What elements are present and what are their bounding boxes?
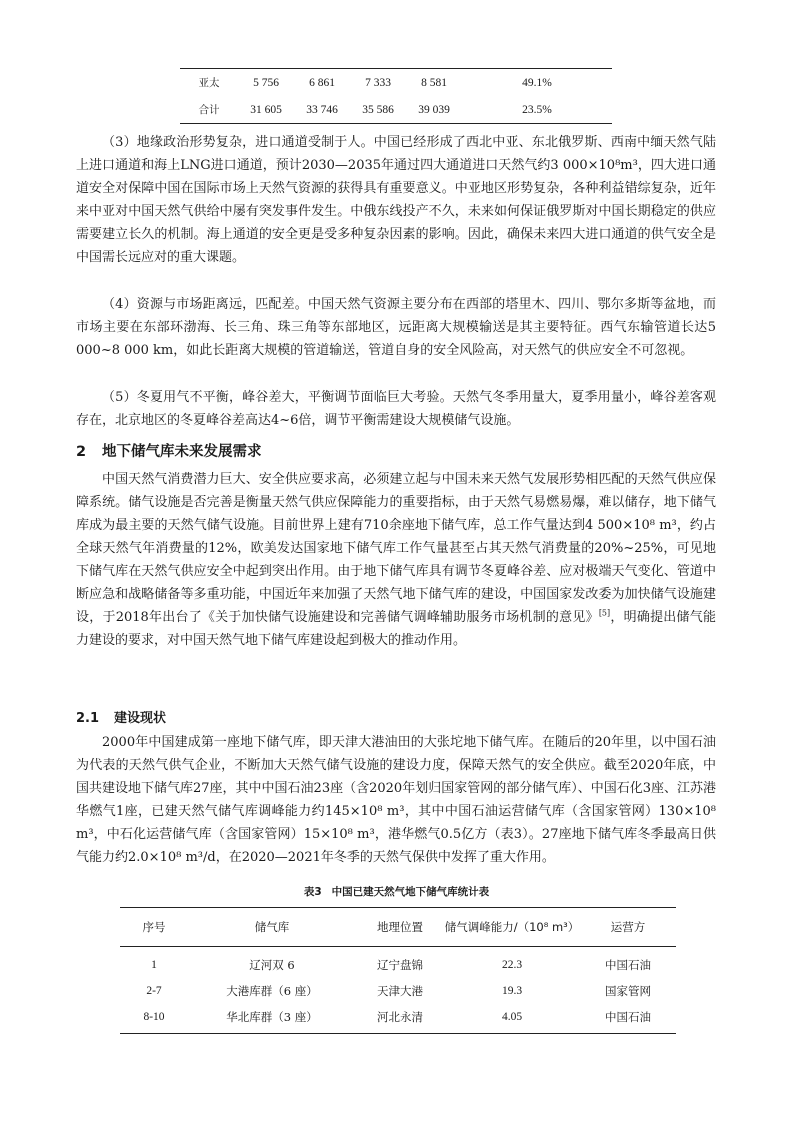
table-cell: 35 586 [362,103,394,116]
column-header: 序号 [142,920,166,934]
paragraph-text: 中国天然气消费潜力巨大、安全供应要求高，必须建立起与中国未来天然气发展形势相匹配的天然气供应保障系统。储气设施是否完善是衡量天然气供应保障能力的重要指标，由于天然气易燃易爆，难以储存，地下储气库成为最主要的天然气储气设施。目前世界上建有710余座地下储气库，总工作气量达到4 500×10⁸ m³，约占全球天然气年消费量的12%，欧美发达国家地下储气库工作气量甚至占其天然气消费量的20%~25%，可见地下储气库在天然气供应安全中起到突出作用。由于地下储气库具有调节冬夏峰谷差、应对极端天气变化、管道中断应急和战略储备等多重功能，中国近年来加强了天然气地下储气库的建设，中国国家发改委为加快储气设施建设，于2018年出台了《关于加快储气设施建设和完善储气调峰辅助服务市场机制的意见》 [76,472,716,625]
table-caption-label: 表3 [303,886,322,898]
column-header: 储气调峰能力/（10⁸ m³） [444,920,580,934]
table-cell: 中国石油 [605,958,651,972]
citation-ref: [5] [598,608,611,618]
table-cell: 河北永清 [377,1010,423,1024]
section-number: 2 [76,444,87,460]
table-cell: 亚太 [198,77,220,89]
subsection-title: 建设现状 [114,711,167,726]
table-row [120,978,676,1004]
table-cell: 7 333 [365,76,391,89]
paragraph-5: （5）冬夏用气不平衡，峰谷差大，平衡调节面临巨大考验。天然气冬季用量大，夏季用量小，峰谷差客观存在，北京地区的冬夏峰谷差高达4~6倍，调节平衡需建设大规模储气设施。 [76,390,716,428]
table-row [120,1004,676,1030]
table-cell: 23.5% [522,103,552,116]
table-cell: 天津大港 [377,984,423,998]
paragraph-section21: 2000年中国建成第一座地下储气库，即天津大港油田的大张坨地下储气库。在随后的20年里，以中国石油为代表的天然气供气企业，不断加大天然气储气设施的建设力度，保障天然气的安全供应。截至2020年底，中国共建设地下储气库27座，其中中国石油23座（含2020年划归国家管网的部分储气库）、中国石化3座、江苏港华燃气1座，已建天然气储气库调峰能力约145×10⁸ m³，其中中国石油运营储气库（含国家管网）130×10⁸ m³，中石化运营储气库（含国家管网）15×10⁸ m³，港华燃气0.5亿方（表3）。27座地下储气库冬季最高日供气能力约2.0×10⁸ m³/d，在2020—2021年冬季的天然气保供中发挥了重大作用。 [76,735,716,865]
table-cell: 8 581 [421,76,447,89]
table-cell: 合计 [198,104,220,116]
section-heading [76,440,262,461]
table-body [120,947,676,1033]
subsection-number: 2.1 [76,711,100,726]
paragraph-4: （4）资源与市场距离远，匹配差。中国天然气资源主要分布在西部的塔里木、四川、鄂尔多斯等盆地，而市场主要在东部环渤海、长三角、珠三角等东部地区，远距离大规模输送是其主要特征。西气东输管道长达5 000~8 000 km，如此长距离大规模的管道输送，管道自身的安全风险高，对天然气的供应安全不可忽视。 [76,297,716,358]
paragraph-3: （3）地缘政治形势复杂，进口通道受制于人。中国已经形成了西北中亚、东北俄罗斯、西南中缅天然气陆上进口通道和海上LNG进口通道，预计2030—2035年通过四大通道进口天然气约3 000×10⁸m³，四大进口通道安全对保障中国在国际市场上天然气资源的获得具有重要意义。中亚地区形势复杂，各种利益错综复杂，近年来中亚对中国天然气供给中屡有突发事件发生。中俄东线投产不久，未来如何保证俄罗斯对中国长期稳定的供应需要建立长久的机制。海上通道的安全更是受多种复杂因素的影响。因此，确保未来四大进口通道的供气安全是中国需长远应对的重大课题。 [76,135,716,265]
continued-table [180,68,612,124]
column-header: 地理位置 [377,920,423,934]
table-cell: 49.1% [522,76,552,89]
table-header-row [120,908,676,947]
table-cell: 8-10 [143,1011,165,1023]
storage-table [120,907,676,1034]
table-caption [0,884,793,899]
table-cell: 中国石油 [605,1010,651,1024]
table-caption-title: 中国已建天然气地下储气库统计表 [331,886,490,898]
table-cell: 辽宁盘锦 [377,958,423,972]
table-cell: 华北库群（3 座） [226,1010,318,1024]
table-cell: 1 [151,959,157,971]
section-title: 地下储气库未来发展需求 [102,444,262,460]
table-cell: 39 039 [418,103,450,116]
table-cell: 大港库群（6 座） [226,984,318,998]
paragraph-text: ，明确提出储气能力建设的要求，对中国天然气地下储气库建设起到极大的推动作用。 [76,610,716,648]
table-cell: 辽河双 6 [249,958,295,972]
table-cell: 5 756 [253,76,279,89]
table-row [120,952,676,978]
table-cell: 6 861 [309,76,335,89]
table-row [180,96,612,123]
column-header: 运营方 [610,920,646,934]
table-cell: 31 605 [250,103,282,116]
column-header: 储气库 [254,920,290,934]
subsection-heading [76,707,166,726]
table-row [180,69,612,96]
table-cell: 33 746 [306,103,338,116]
table-cell: 4.05 [501,1011,523,1023]
paragraph-section2 [76,468,716,652]
table-cell: 国家管网 [605,984,651,998]
table-cell: 22.3 [501,959,523,971]
table-cell: 2-7 [146,985,162,997]
table-cell: 19.3 [501,985,523,997]
